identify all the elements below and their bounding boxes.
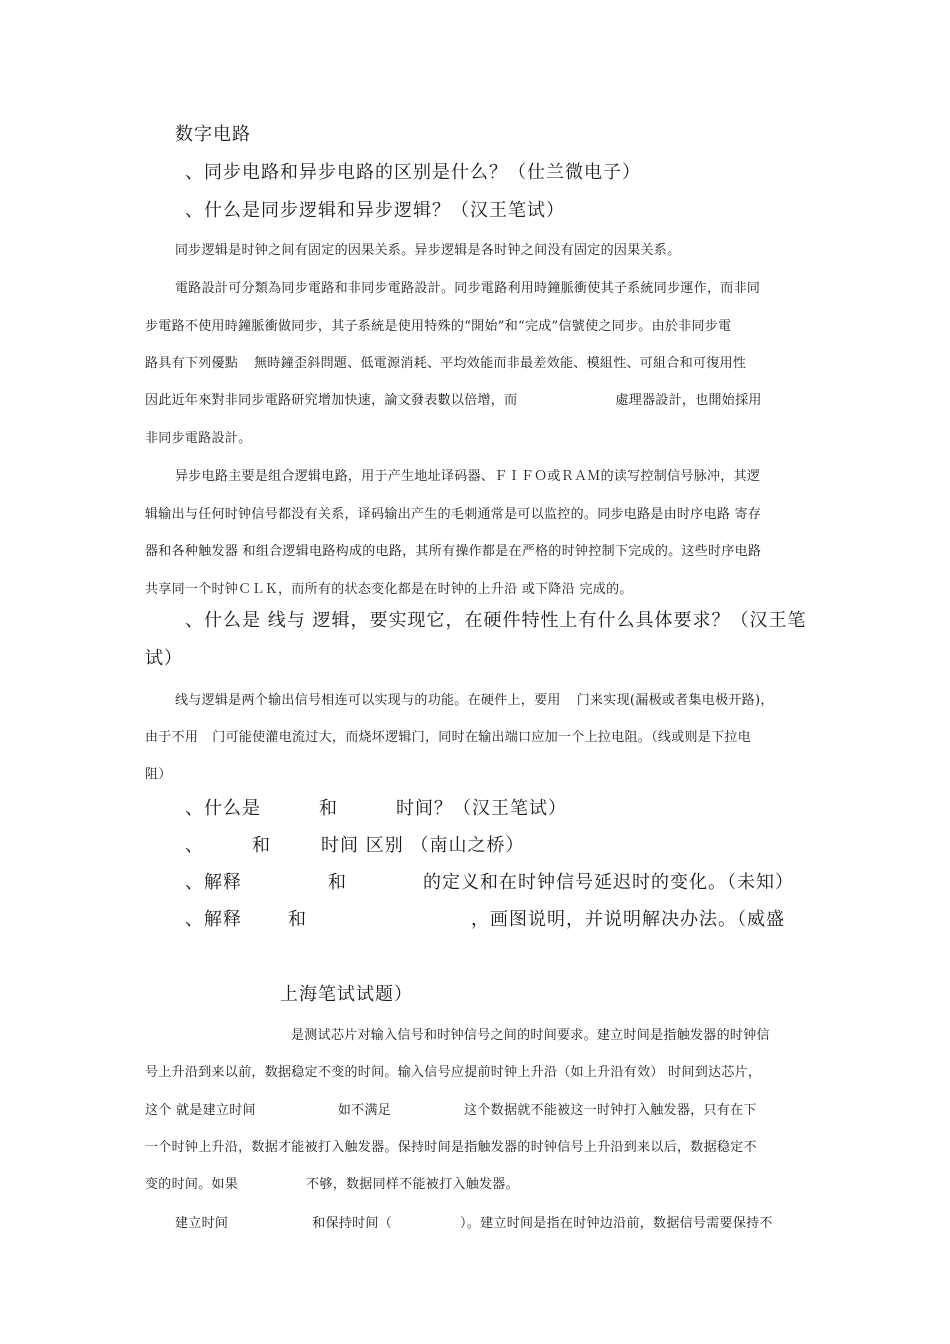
text-span: 和: [319, 798, 338, 819]
text-span: 门可能使灌电流过大，而烧坏逻辑门，同时在输出端口应加一个上拉电阻。（线或则是下拉电: [212, 730, 752, 745]
text-span: 、解释: [185, 872, 242, 893]
question-7-line-2: 上海笔试试题）: [280, 984, 413, 1005]
answer-2-para-2-line-4: [145, 389, 762, 408]
answer-2-para-3-line-3: 器和各种触发器 和组合逻辑电路构成的电路，其所有操作都是在严格的时钟控制下完成的。这些时序电路: [145, 544, 762, 559]
text-span: ，画图说明，并说明解决办法。（威盛: [471, 909, 785, 930]
question-5: [185, 831, 524, 857]
answer-3-line-3: 阻）: [145, 767, 172, 782]
text-span: 、: [185, 835, 204, 856]
text-span: 、解释: [185, 909, 242, 930]
answer-2-para-1: 同步逻辑是时钟之间有固定的因果关系。异步逻辑是各时钟之间没有固定的因果关系。: [175, 243, 681, 258]
text-span: 因此近年來對非同步電路研究增加快速，論文發表數以倍增，而: [145, 393, 518, 408]
answer-3-line-2: [145, 726, 751, 745]
text-span: 如不满足: [337, 1103, 392, 1118]
text-span: 这个 就是建立时间: [145, 1103, 256, 1118]
text-span: 不够，数据同样不能被打入触发器。: [306, 1177, 519, 1192]
answer-2-para-3-line-4: 共享同一个时钟ＣＬＫ，而所有的状态变化都是在时钟的上升沿 或下降沿 完成的。: [145, 582, 633, 597]
text-span: 無時鐘歪斜問題、低電源消耗、平均效能而非最差效能、模組性、可組合和可復用性: [254, 356, 747, 371]
answer-4-line-3: [145, 1099, 757, 1118]
text-span: 處理器設計，也開始採用: [615, 393, 762, 408]
answer-4-line-5: [145, 1173, 519, 1192]
text-span: 这个数据就不能被这一时钟打入触发器，只有在下: [464, 1103, 757, 1118]
answer-2-para-2-line-3: [145, 352, 746, 371]
text-span: 和保持时间（: [312, 1216, 393, 1231]
text-span: 线与逻辑是两个输出信号相连可以实现与的功能。在硬件上，要用: [175, 693, 561, 708]
text-span: 的定义和在时钟信号延迟时的变化。（未知）: [423, 872, 794, 893]
answer-2-para-3-line-2: 辑输出与任何时钟信号都没有关系，译码输出产生的毛刺通常是可以监控的。同步电路是由时序电路 寄存: [145, 507, 762, 522]
question-3-line-2: 试）: [145, 648, 183, 669]
answer-2-para-2-line-1: 電路設計可分類為同步電路和非同步電路設計。同步電路利用時鐘脈衝使其子系統同步運作，而非同: [175, 281, 761, 296]
question-6: [185, 868, 794, 894]
question-4: [185, 794, 567, 820]
text-span: 时间 区别 （南山之桥）: [321, 835, 525, 856]
answer-5-line-1: [175, 1212, 773, 1231]
text-span: ）。建立时间是指在时钟边沿前，数据信号需要保持不: [460, 1216, 773, 1231]
page-title: 数字电路: [175, 124, 251, 145]
question-7-line-1: [185, 905, 785, 931]
text-span: 和: [328, 872, 347, 893]
text-span: 建立时间: [175, 1216, 229, 1231]
text-span: 时间？（汉王笔试）: [396, 798, 567, 819]
answer-2-para-3-line-1: 异步电路主要是组合逻辑电路，用于产生地址译码器、ＦＩＦＯ或ＲＡＭ的读写控制信号脉冲，其逻: [175, 469, 761, 484]
answer-2-para-2-line-5: 非同步電路設計。: [145, 431, 252, 446]
text-span: 、什么是: [185, 798, 261, 819]
answer-4-line-4: 一个时钟上升沿，数据才能被打入触发器。保持时间是指触发器的时钟信号上升沿到来以后，数据稳定不: [145, 1140, 757, 1155]
text-span: 和: [288, 909, 307, 930]
answer-3-line-1: [175, 689, 774, 708]
question-3-line-1: 、什么是 线与 逻辑，要实现它，在硬件特性上有什么具体要求？（汉王笔: [185, 610, 807, 631]
question-2: 、什么是同步逻辑和异步逻辑？（汉王笔试）: [185, 200, 565, 221]
text-span: 路具有下列優點: [145, 356, 239, 371]
text-span: 门来实现(漏极或者集电极开路)，: [576, 693, 774, 708]
text-span: 由于不用: [145, 730, 199, 745]
answer-2-para-2-line-2: 步電路不使用時鐘脈衝做同步，其子系統是使用特殊的“開始”和“完成”信號使之同步。由於非同步電: [145, 319, 732, 334]
answer-4-line-1: 是测试芯片对输入信号和时钟信号之间的时间要求。建立时间是指触发器的时钟信: [291, 1028, 770, 1043]
text-span: 和: [252, 835, 271, 856]
answer-4-line-2: 号上升沿到来以前，数据稳定不变的时间。输入信号应提前时钟上升沿（如上升沿有效） 时间到达芯片，: [145, 1065, 762, 1080]
text-span: 变的时间。如果: [145, 1177, 239, 1192]
question-1: 、同步电路和异步电路的区别是什么？（仕兰微电子）: [185, 162, 641, 183]
